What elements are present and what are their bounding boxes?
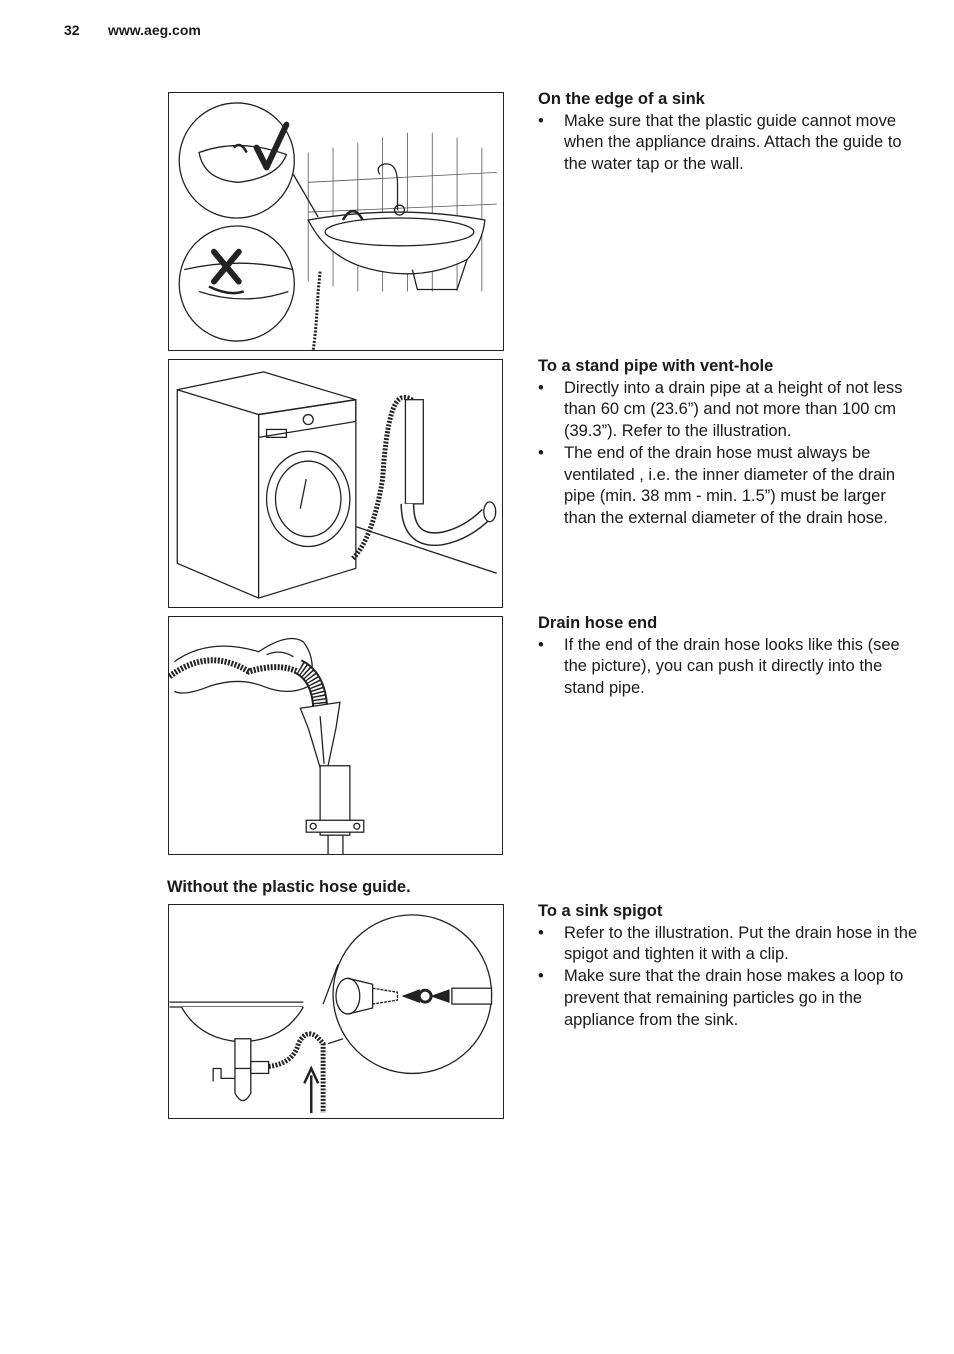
bullet-item: • Make sure that the plastic guide cannot move when the appliance drains. Attach the guide to the water tap or the wall. — [538, 111, 918, 176]
bullet-item: • If the end of the drain hose looks like this (see the picture), you can push it directly into the stand pipe. — [538, 635, 918, 700]
bullet-item: • Refer to the illustration. Put the drain hose in the spigot and tighten it with a clip. — [538, 923, 918, 966]
sink-edge-illustration — [168, 92, 504, 351]
stand-pipe-illustration — [168, 359, 503, 608]
section-stand-pipe — [538, 356, 918, 530]
section-title: To a sink spigot — [538, 902, 663, 920]
bullet-item: • Directly into a drain pipe at a height of not less than 60 cm (23.6”) and not more than 100 cm (39.3”). Refer to the illustration. — [538, 378, 918, 443]
hose-end-illustration — [168, 616, 503, 855]
section-title: On the edge of a sink — [538, 90, 705, 108]
bullet-item: • Make sure that the drain hose makes a loop to prevent that remaining particles go in the appliance from the sink. — [538, 966, 918, 1031]
page-header — [64, 22, 201, 38]
section-sink-spigot — [538, 901, 918, 1031]
caption-without-guide: Without the plastic hose guide. — [167, 878, 411, 896]
page-number: 32 — [64, 22, 80, 38]
bullet-item: • The end of the drain hose must always be ventilated , i.e. the inner diameter of the drain pipe (min. 38 mm - min. 1.5”) must be larger than the external diameter of the drain hose. — [538, 443, 918, 530]
sink-spigot-illustration — [168, 904, 504, 1119]
section-drain-hose-end — [538, 613, 918, 700]
section-sink-edge — [538, 89, 918, 176]
site-url: www.aeg.com — [108, 22, 201, 38]
section-title: To a stand pipe with vent-hole — [538, 357, 774, 375]
section-title: Drain hose end — [538, 614, 658, 632]
